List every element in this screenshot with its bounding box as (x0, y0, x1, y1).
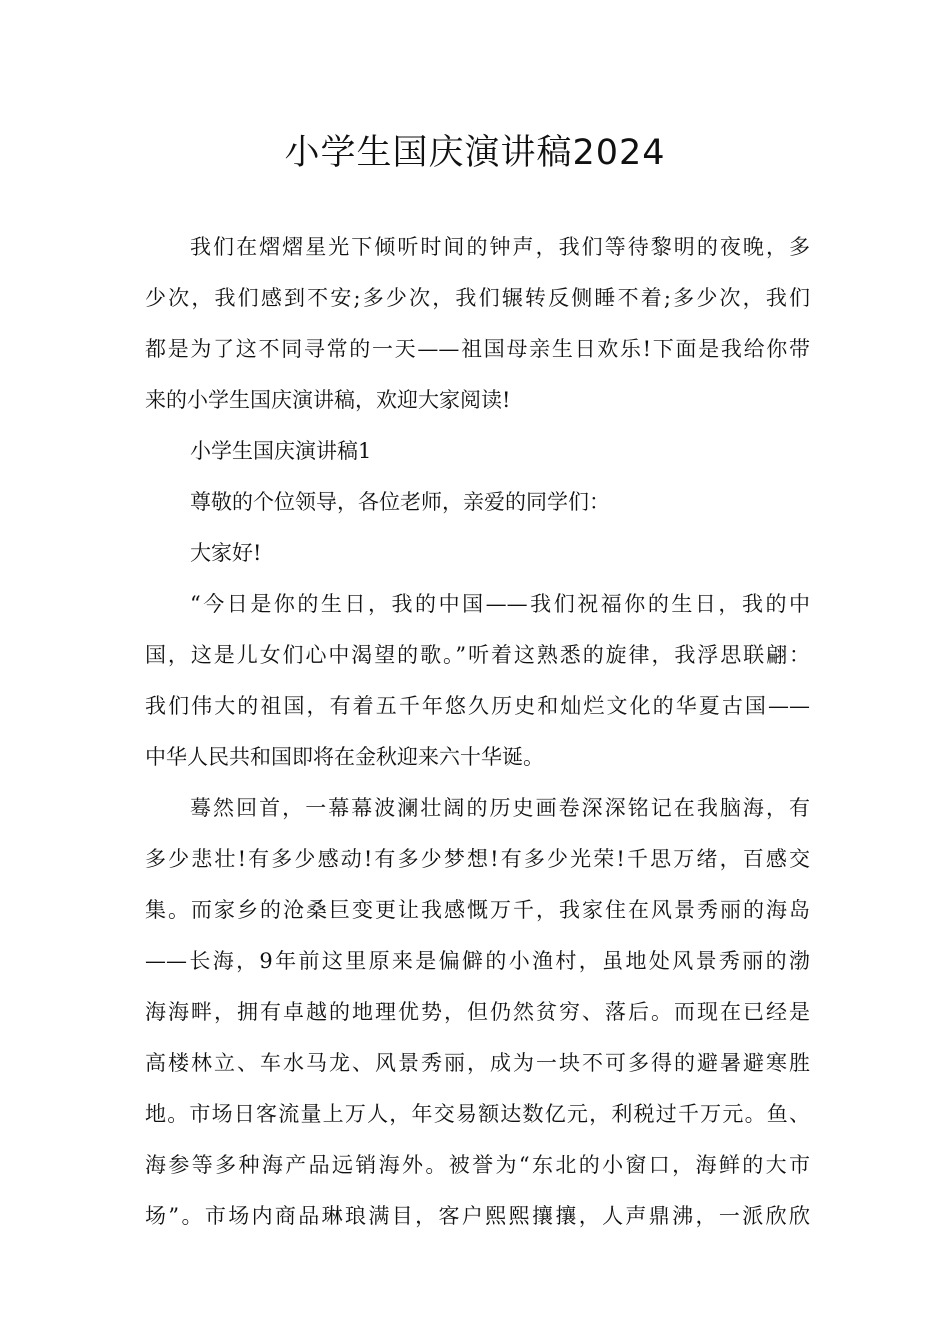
text-line: 海海畔，拥有卓越的地理优势，但仍然贫穷、落后。而现在已经是 (145, 1000, 810, 1024)
text-line: 国，这是儿女们心中渴望的歌。”听着这熟悉的旋律，我浮思联翩： (145, 643, 810, 667)
text-line: 地。市场日客流量上万人，年交易额达数亿元，利税过千万元。鱼、 (145, 1102, 810, 1126)
text-line: 都是为了这不同寻常的一天——祖国母亲生日欢乐!下面是我给你带 (145, 337, 810, 361)
text-line: 我们伟大的祖国，有着五千年悠久历史和灿烂文化的华夏古国—— (145, 694, 810, 718)
text-line: 少次，我们感到不安;多少次，我们辗转反侧睡不着;多少次，我们 (145, 286, 810, 310)
text-line: 集。而家乡的沧桑巨变更让我感慨万千，我家住在风景秀丽的海岛 (145, 898, 810, 922)
text-line: 蓦然回首，一幕幕波澜壮阔的历史画卷深深铭记在我脑海，有 (190, 796, 810, 820)
text-line: 来的小学生国庆演讲稿，欢迎大家阅读! (145, 388, 511, 412)
text-line: 小学生国庆演讲稿1 (190, 439, 372, 463)
text-line: ——长海，9年前这里原来是偏僻的小渔村，虽地处风景秀丽的渤 (145, 949, 810, 973)
text-line: 场”。市场内商品琳琅满目，客户熙熙攘攘，人声鼎沸，一派欣欣 (145, 1204, 810, 1228)
text-line: 多少悲壮!有多少感动!有多少梦想!有多少光荣!千思万绪，百感交 (145, 847, 810, 871)
text-line: 高楼林立、车水马龙、风景秀丽，成为一块不可多得的避暑避寒胜 (145, 1051, 810, 1075)
text-line: 海参等多种海产品远销海外。被誉为“东北的小窗口，海鲜的大市 (145, 1153, 810, 1177)
text-line: 尊敬的个位领导，各位老师，亲爱的同学们： (190, 490, 610, 514)
text-line: 大家好! (190, 541, 262, 565)
text-line: 我们在熠熠星光下倾听时间的钟声，我们等待黎明的夜晚，多 (190, 235, 810, 259)
text-line: 中华人民共和国即将在金秋迎来六十华诞。 (145, 745, 544, 769)
text-line: “今日是你的生日，我的中国——我们祝福你的生日，我的中 (190, 592, 810, 616)
document-body (145, 232, 810, 1252)
document-title: 小学生国庆演讲稿2024 (284, 133, 666, 173)
